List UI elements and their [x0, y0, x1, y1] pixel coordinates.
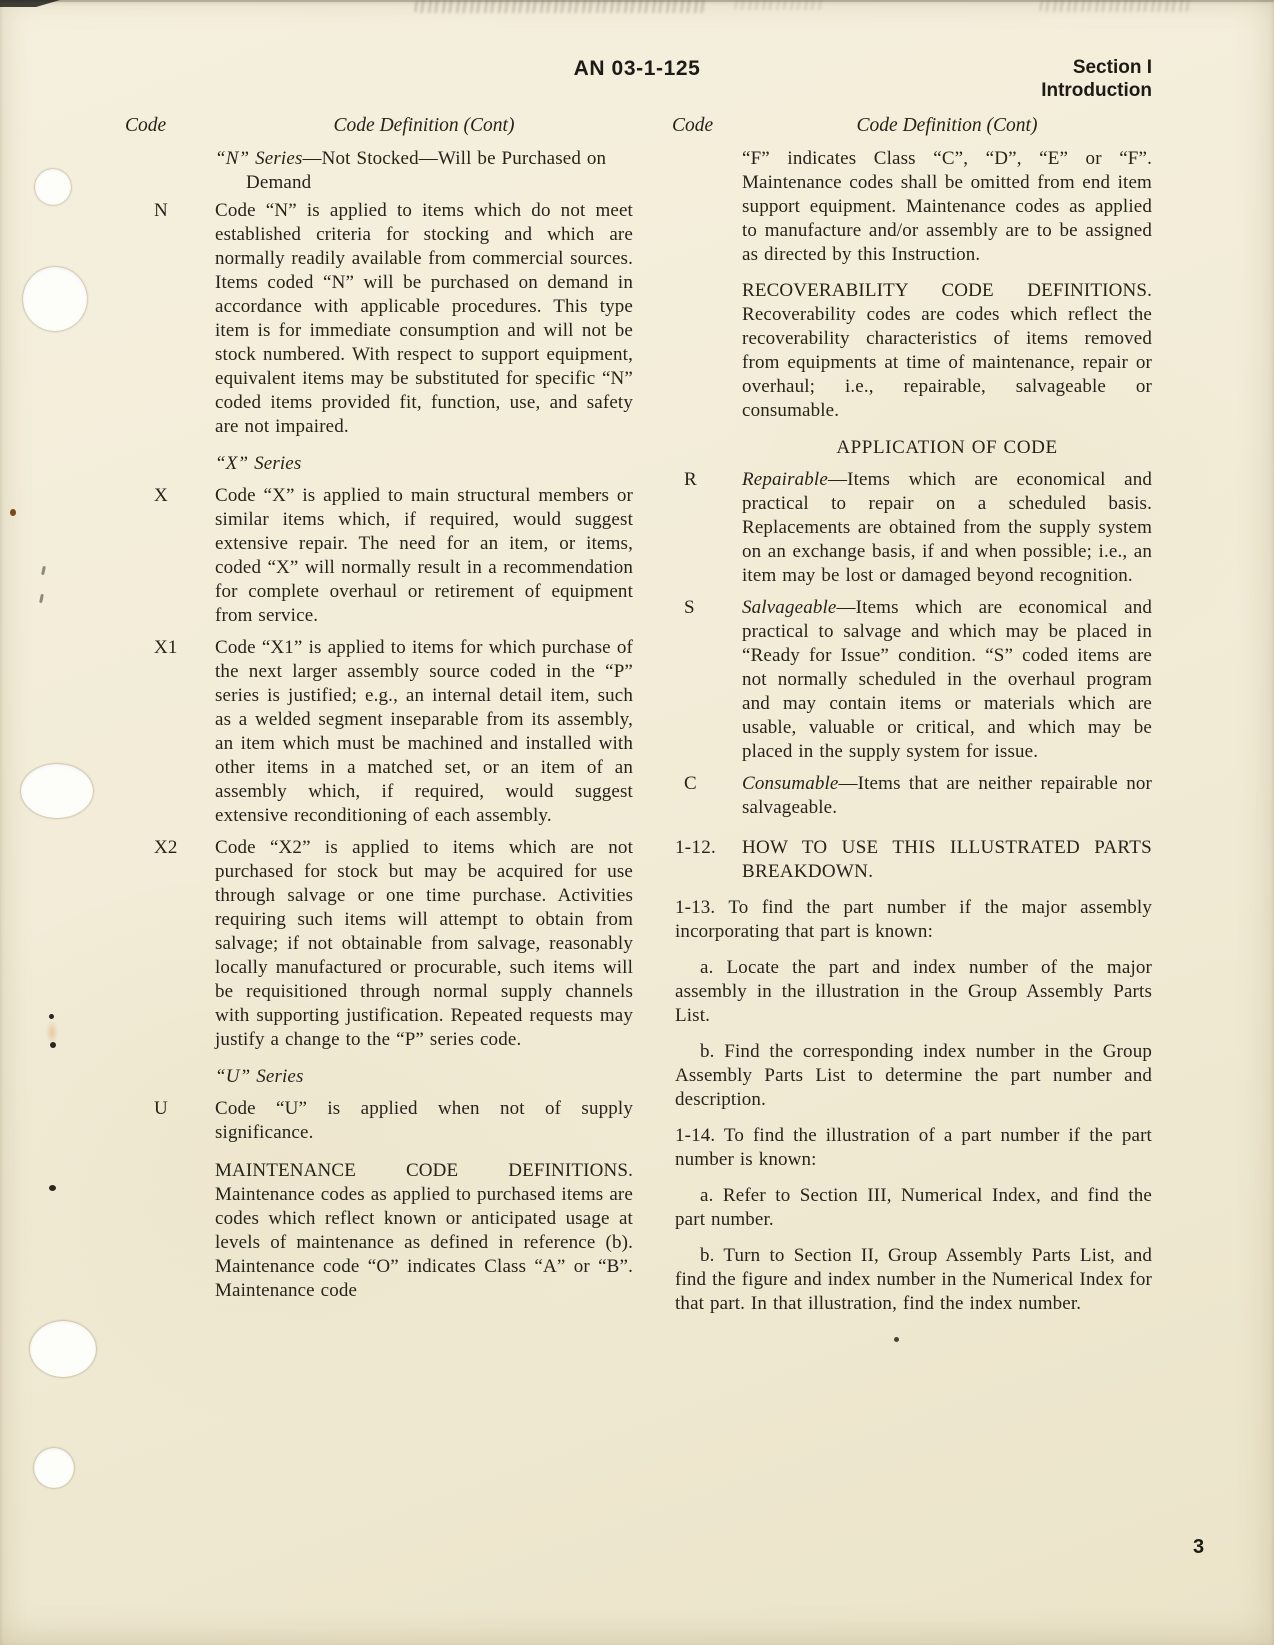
punch-hole [35, 169, 71, 205]
code-entry-n [146, 199, 633, 439]
maintenance-definitions-paragraph: MAINTENANCE CODE DEFINITIONS. Maintenance codes as applied to purchased items are codes which reflect known or anticipated usage at levels of maintenance as defined in reference (b). Maintenance code “O” indicates Class “A” or “B”. Maintenance code [215, 1160, 633, 1301]
scan-corner-artifact [0, 0, 60, 7]
code-letter: N [154, 200, 168, 221]
paragraph-1-13-a: a. Locate the part and index number of the major assembly in the illustration in the Group Assembly Parts List. [675, 957, 1152, 1026]
code-definition [742, 772, 1152, 820]
code-entry-u [146, 1097, 633, 1145]
right-column [675, 147, 1152, 1316]
stain-blot [46, 1020, 58, 1044]
code-entry-x1 [146, 636, 633, 828]
code-letter: X [154, 485, 168, 506]
ink-speck [49, 1185, 56, 1191]
code-definition: Code “X1” is applied to items for which purchase of the next larger assembly source coded in the “P” series is justified; e.g., an internal detail item, such as a welded segment inseparable from its assembly, an item which must be machined and installed with other items in a matched set, or an item of an assembly which, if required, would suggest extensive reconditioning of each assembly. [215, 637, 633, 826]
series-x-label: “X” Series [215, 453, 302, 474]
stamp-smudge [734, 0, 825, 10]
punch-hole [34, 1448, 74, 1488]
paragraph-number: 1-12. [675, 837, 717, 858]
consumable-definition: —Items that are neither repairable nor salvageable. [742, 773, 1152, 818]
series-u-label: “U” Series [215, 1066, 304, 1087]
series-heading-n [215, 147, 633, 195]
application-of-code-heading: APPLICATION OF CODE [836, 437, 1058, 458]
punch-hole [21, 764, 93, 818]
series-n-description: —Not Stocked—Will be Purchased on Demand [246, 148, 607, 193]
paragraph-1-13-b: b. Find the corresponding index number in the Group Assembly Parts List to determine the part number and description. [675, 1041, 1152, 1110]
left-column [146, 147, 633, 1303]
repairable-definition: —Items which are economical and practical to repair on a scheduled basis. Replacements are obtained from the supply system on an exchange basis, if and when possible; i.e., an item may be lost or damaged beyond recognition. [742, 469, 1152, 586]
section-heading [1041, 56, 1152, 102]
maintenance-definitions-continued: “F” indicates Class “C”, “D”, “E” or “F”. Maintenance codes shall be omitted from end item support equipment. Maintenance codes as applied to manufacture and/or assembly are to be assigned as directed by this Instruction. [742, 148, 1152, 265]
definition-column-header-left: Code Definition (Cont) [333, 115, 515, 136]
code-definition [742, 468, 1152, 588]
consumable-term: Consumable [742, 773, 839, 794]
stamp-smudge [1039, 0, 1191, 12]
code-column-header-left: Code [125, 115, 167, 136]
heading-1-12 [675, 836, 1152, 884]
salvageable-definition: —Items which are economical and practical to salvage and which may be placed in “Ready for Issue” condition. “S” coded items are not normally scheduled in the overhaul program and may contain items or materials which are usable, valuable or critical, and which may be placed in the supply system for issue. [742, 597, 1152, 762]
code-definition: Code “N” is applied to items which do not meet established criteria for stocking and which are normally readily available from commercial sources. Items coded “N” will be purchased on demand in accordance with applicable procedures. This type item is for immediate consumption and will not be stock numbered. With respect to support equipment, equivalent items may be substituted for specific “N” coded items provided fit, function, use, and safety are not impaired. [215, 200, 633, 437]
stain-speck [10, 509, 16, 516]
code-letter: U [154, 1098, 168, 1119]
paragraph-1-13: 1-13. To find the part number if the major assembly incorporating that part is known: [675, 897, 1152, 942]
series-heading-x [215, 452, 633, 476]
definition-column-header-right: Code Definition (Cont) [856, 115, 1038, 136]
heading-text: HOW TO USE THIS ILLUSTRATED PARTS BREAKDOWN. [742, 837, 1152, 882]
code-letter: S [684, 597, 695, 618]
punch-hole [30, 1321, 96, 1377]
punch-hole [23, 267, 87, 331]
code-letter: R [684, 469, 697, 490]
repairable-term: Repairable [742, 469, 828, 490]
page-number: 3 [1193, 1536, 1205, 1558]
recoverability-definitions-paragraph: RECOVERABILITY CODE DEFINITIONS. Recoverability codes are codes which reflect the recoverability characteristics of items removed from equipments at time of maintenance, repair or overhaul; i.e., repairable, salvageable or consumable. [742, 280, 1152, 421]
code-letter: X1 [154, 637, 178, 658]
series-heading-u [215, 1065, 633, 1089]
code-entry-s [675, 596, 1152, 764]
series-n-label: “N” Series [215, 148, 303, 169]
pencil-tick [41, 566, 46, 575]
code-entry-c [675, 772, 1152, 820]
pencil-tick [39, 594, 44, 603]
code-entry-x [146, 484, 633, 628]
code-letter: X2 [154, 837, 178, 858]
stamp-smudge [414, 0, 706, 13]
paragraph-1-14: 1-14. To find the illustration of a part number if the part number is known: [675, 1125, 1152, 1170]
code-entry-x2 [146, 836, 633, 1052]
code-definition [742, 596, 1152, 764]
doc-number: AN 03-1-125 [573, 57, 701, 80]
section-subtitle: Introduction [1041, 80, 1152, 101]
paragraph-1-14-b: b. Turn to Section II, Group Assembly Parts List, and find the figure and index number in the Numerical Index for that part. In that illustration, find the index number. [675, 1245, 1152, 1314]
paragraph-1-14-a: a. Refer to Section III, Numerical Index, and find the part number. [675, 1185, 1152, 1230]
code-definition: Code “U” is applied when not of supply significance. [215, 1098, 633, 1143]
code-definition: Code “X” is applied to main structural members or similar items which, if required, would suggest extensive repair. The need for an item, or items, coded “X” will normally result in a recommendation for complete overhaul or retirement of equipment from service. [215, 485, 633, 626]
code-definition: Code “X2” is applied to items which are not purchased for stock but may be acquired for use through salvage or one time purchase. Activities requiring such items will attempt to obtain from salvage; if not obtainable from salvage, reasonably locally manufactured or procurable, such items will be requisitioned through normal supply channels with supporting justification. Repeated requests may justify a change to the “P” series code. [215, 837, 633, 1050]
code-letter: C [684, 773, 697, 794]
ink-speck [894, 1337, 899, 1342]
code-entry-r [675, 468, 1152, 588]
code-column-header-right: Code [672, 115, 714, 136]
ink-speck [49, 1014, 54, 1019]
section-title: Section I [1072, 57, 1152, 78]
salvageable-term: Salvageable [742, 597, 837, 618]
